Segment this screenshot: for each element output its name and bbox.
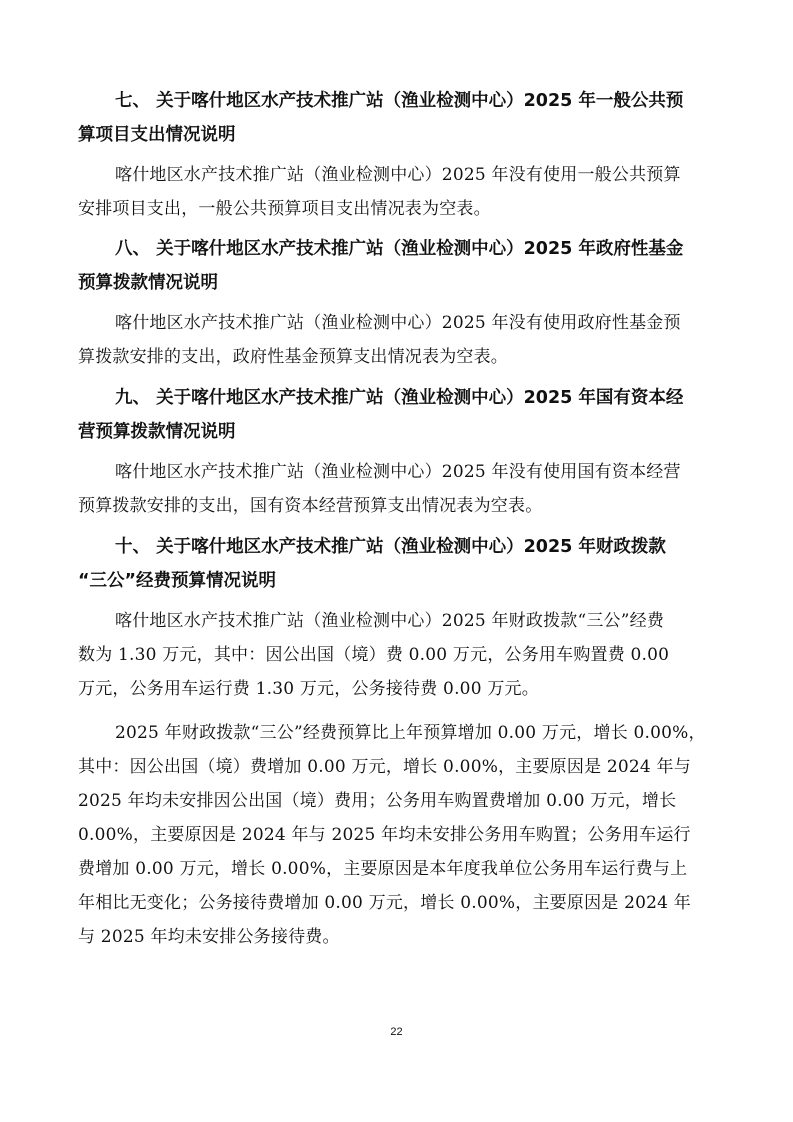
text-line: 2025 年财政拨款“三公”经费预算比上年预算增加 0.00 万元，增长 0.00%， bbox=[115, 723, 706, 743]
text-line: 安排项目支出，一般公共预算项目支出情况表为空表。 bbox=[78, 199, 491, 219]
page-number: 22 bbox=[390, 1026, 403, 1038]
text-line: 其中：因公出国（境）费增加 0.00 万元，增长 0.00%，主要原因是 2024 年与 bbox=[78, 757, 691, 777]
heading-line: 十、 关于喀什地区水产技术推广站（渔业检测中心）2025 年财政拨款 bbox=[115, 537, 666, 557]
text-line: 喀什地区水产技术推广站（渔业检测中心）2025 年没有使用政府性基金预 bbox=[115, 313, 681, 333]
section-7-paragraph bbox=[78, 158, 733, 226]
heading-line: 九、 关于喀什地区水产技术推广站（渔业检测中心）2025 年国有资本经 bbox=[115, 388, 684, 408]
text-line: 费增加 0.00 万元，增长 0.00%，主要原因是本年度我单位公务用车运行费与上 bbox=[78, 859, 688, 879]
section-10-paragraph-2 bbox=[78, 716, 733, 954]
text-line: 预算拨款安排的支出，国有资本经营预算支出情况表为空表。 bbox=[78, 496, 543, 516]
section-10-paragraph-1 bbox=[78, 604, 733, 706]
text-line: 年相比无变化；公务接待费增加 0.00 万元，增长 0.00%，主要原因是 2024 年 bbox=[78, 893, 691, 913]
heading-line: 营预算拨款情况说明 bbox=[78, 422, 236, 442]
section-8-heading bbox=[78, 232, 728, 300]
section-10-heading bbox=[78, 530, 728, 598]
heading-line: 预算拨款情况说明 bbox=[78, 273, 218, 293]
heading-line: 算项目支出情况说明 bbox=[78, 125, 236, 145]
text-line: 算拨款安排的支出，政府性基金预算支出情况表为空表。 bbox=[78, 347, 508, 367]
heading-line: “三公”经费预算情况说明 bbox=[78, 571, 277, 591]
text-line: 喀什地区水产技术推广站（渔业检测中心）2025 年没有使用国有资本经营 bbox=[115, 462, 681, 482]
heading-line: 七、 关于喀什地区水产技术推广站（渔业检测中心）2025 年一般公共预 bbox=[115, 91, 684, 111]
text-line: 万元，公务用车运行费 1.30 万元，公务接待费 0.00 万元。 bbox=[78, 679, 539, 699]
section-9-heading bbox=[78, 381, 728, 449]
text-line: 喀什地区水产技术推广站（渔业检测中心）2025 年没有使用一般公共预算 bbox=[115, 165, 681, 185]
heading-line: 八、 关于喀什地区水产技术推广站（渔业检测中心）2025 年政府性基金 bbox=[115, 239, 684, 259]
text-line: 0.00%，主要原因是 2024 年与 2025 年均未安排公务用车购置；公务用车运行 bbox=[78, 825, 691, 845]
text-line: 喀什地区水产技术推广站（渔业检测中心）2025 年财政拨款“三公”经费 bbox=[115, 611, 665, 631]
section-8-paragraph bbox=[78, 306, 733, 374]
text-line: 2025 年均未安排因公出国（境）费用；公务用车购置费增加 0.00 万元，增长 bbox=[78, 791, 677, 811]
section-9-paragraph bbox=[78, 455, 733, 523]
section-7-heading bbox=[78, 84, 728, 152]
text-line: 数为 1.30 万元，其中：因公出国（境）费 0.00 万元，公务用车购置费 0.00 bbox=[78, 645, 670, 665]
text-line: 与 2025 年均未安排公务接待费。 bbox=[78, 927, 340, 947]
